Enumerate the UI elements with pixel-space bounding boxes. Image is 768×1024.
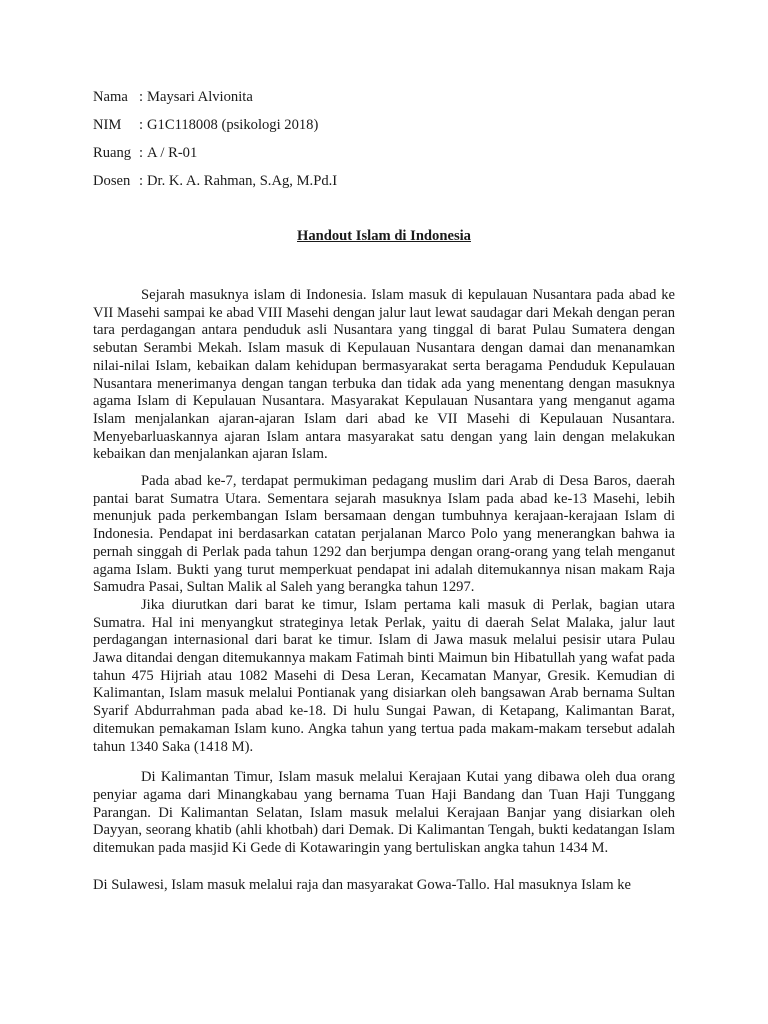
header-label: NIM [93,117,122,133]
identity-header [93,88,337,200]
paragraph-sulawesi: Di Sulawesi, Islam masuk melalui raja dan masyarakat Gowa-Tallo. Hal masuknya Islam ke [93,876,631,893]
paragraph-barat-ke-timur: Jika diurutkan dari barat ke timur, Islam pertama kali masuk di Perlak, bagian utara Sumatra. Hal ini menyangkut strateginya letak Perlak, yaitu di daerah Selat Malaka, jalur laut perdagangan internasional dari barat ke timur. Islam di Jawa masuk melalui pesisir utara Pulau Jawa ditandai dengan ditemukannya makam Fatimah binti Maimun bin Hibatullah yang wafat pada tahun 475 Hijriah atau 1082 Masehi di Desa Leran, Kecamatan Manyar, Gresik. Kemudian di Kalimantan, Islam masuk melalui Pontianak yang disiarkan oleh bangsawan Arab bernama Sultan Syarif Abdurrahman pada abad ke-18. Di hulu Sungai Pawan, di Ketapang, Kalimantan Barat, ditemukan pemakaman Islam kuno. Angka tahun yang tertua pada makam-makam tersebut adalah tahun 1340 Saka (1418 M). [93,596,675,755]
header-separator: : [139,173,144,189]
header-label: Nama [93,89,128,105]
header-label: Ruang [93,145,132,161]
header-value: A / R-01 [147,145,198,161]
header-separator: : [139,89,144,105]
header-row-nim [93,116,337,144]
header-value: G1C118008 (psikologi 2018) [147,117,319,133]
document-body [93,287,675,895]
header-separator: : [139,117,144,133]
paragraph-intro: Sejarah masuknya islam di Indonesia. Islam masuk di kepulauan Nusantara pada abad ke VII Masehi sampai ke abad VIII Masehi dengan jalur laut lewat saudagar dari Mekah dengan peran tara perdagangan antara penduduk asli Nusantara yang tinggal di barat Pulau Sumatera dengan sebutan Serambi Mekah. Islam masuk di Kepulauan Nusantara dengan damai dan menanamkan nilai-nilai Islam, kebaikan dalam kehidupan bermasyarakat serta beragama Penduduk Kepulauan Nusantara menerimanya dengan tangan terbuka dan tidak ada yang menentang dengan masuknya agama Islam di Kepulauan Nusantara. Masyarakat Kepulauan Nusantara yang menganut agama Islam menjalankan ajaran-ajaran Islam dari abad ke VII Masehi di Kepulauan Nusantara. Menyebarluaskannya ajaran Islam antara masyarakat satu dengan yang lain dengan melakukan kebaikan dan menjalankan ajaran Islam. [93,287,675,463]
paragraph-abad-ke-7: Pada abad ke-7, terdapat permukiman pedagang muslim dari Arab di Desa Baros, daerah pantai barat Sumatra Utara. Sementara sejarah masuknya Islam pada abad ke-13 Masehi, lebih menunjuk pada perkembangan Islam bersamaan dengan tumbuhnya kerajaan-kerajaan Islam di Indonesia. Pendapat ini berdasarkan catatan perjalanan Marco Polo yang menerangkan bahwa ia pernah singgah di Perlak pada tahun 1292 dan berjumpa dengan orang-orang yang telah menganut agama Islam. Bukti yang turut memperkuat pendapat ini adalah ditemukannya nisan makam Raja Samudra Pasai, Sultan Malik al Saleh yang berangka tahun 1297. [93,473,675,596]
paragraph-kalimantan: Di Kalimantan Timur, Islam masuk melalui Kerajaan Kutai yang dibawa oleh dua orang penyiar agama dari Minangkabau yang bernama Tuan Haji Bandang dan Tuan Haji Tunggang Parangan. Di Kalimantan Selatan, Islam masuk melalui Kerajaan Banjar yang disiarkan oleh Dayyan, seorang khatib (ahli khotbah) dari Demak. Di Kalimantan Tengah, bukti kedatangan Islam ditemukan pada masjid Ki Gede di Kotawaringin yang bertuliskan angka tahun 1434 M. [93,769,675,857]
header-value: Dr. K. A. Rahman, S.Ag, M.Pd.I [147,173,338,189]
header-separator: : [139,145,144,161]
header-label: Dosen [93,173,131,189]
header-row-ruang [93,144,337,172]
header-row-nama [93,88,337,116]
header-row-dosen [93,172,337,200]
document-title: Handout Islam di Indonesia [297,228,471,244]
header-value: Maysari Alvionita [147,89,253,105]
